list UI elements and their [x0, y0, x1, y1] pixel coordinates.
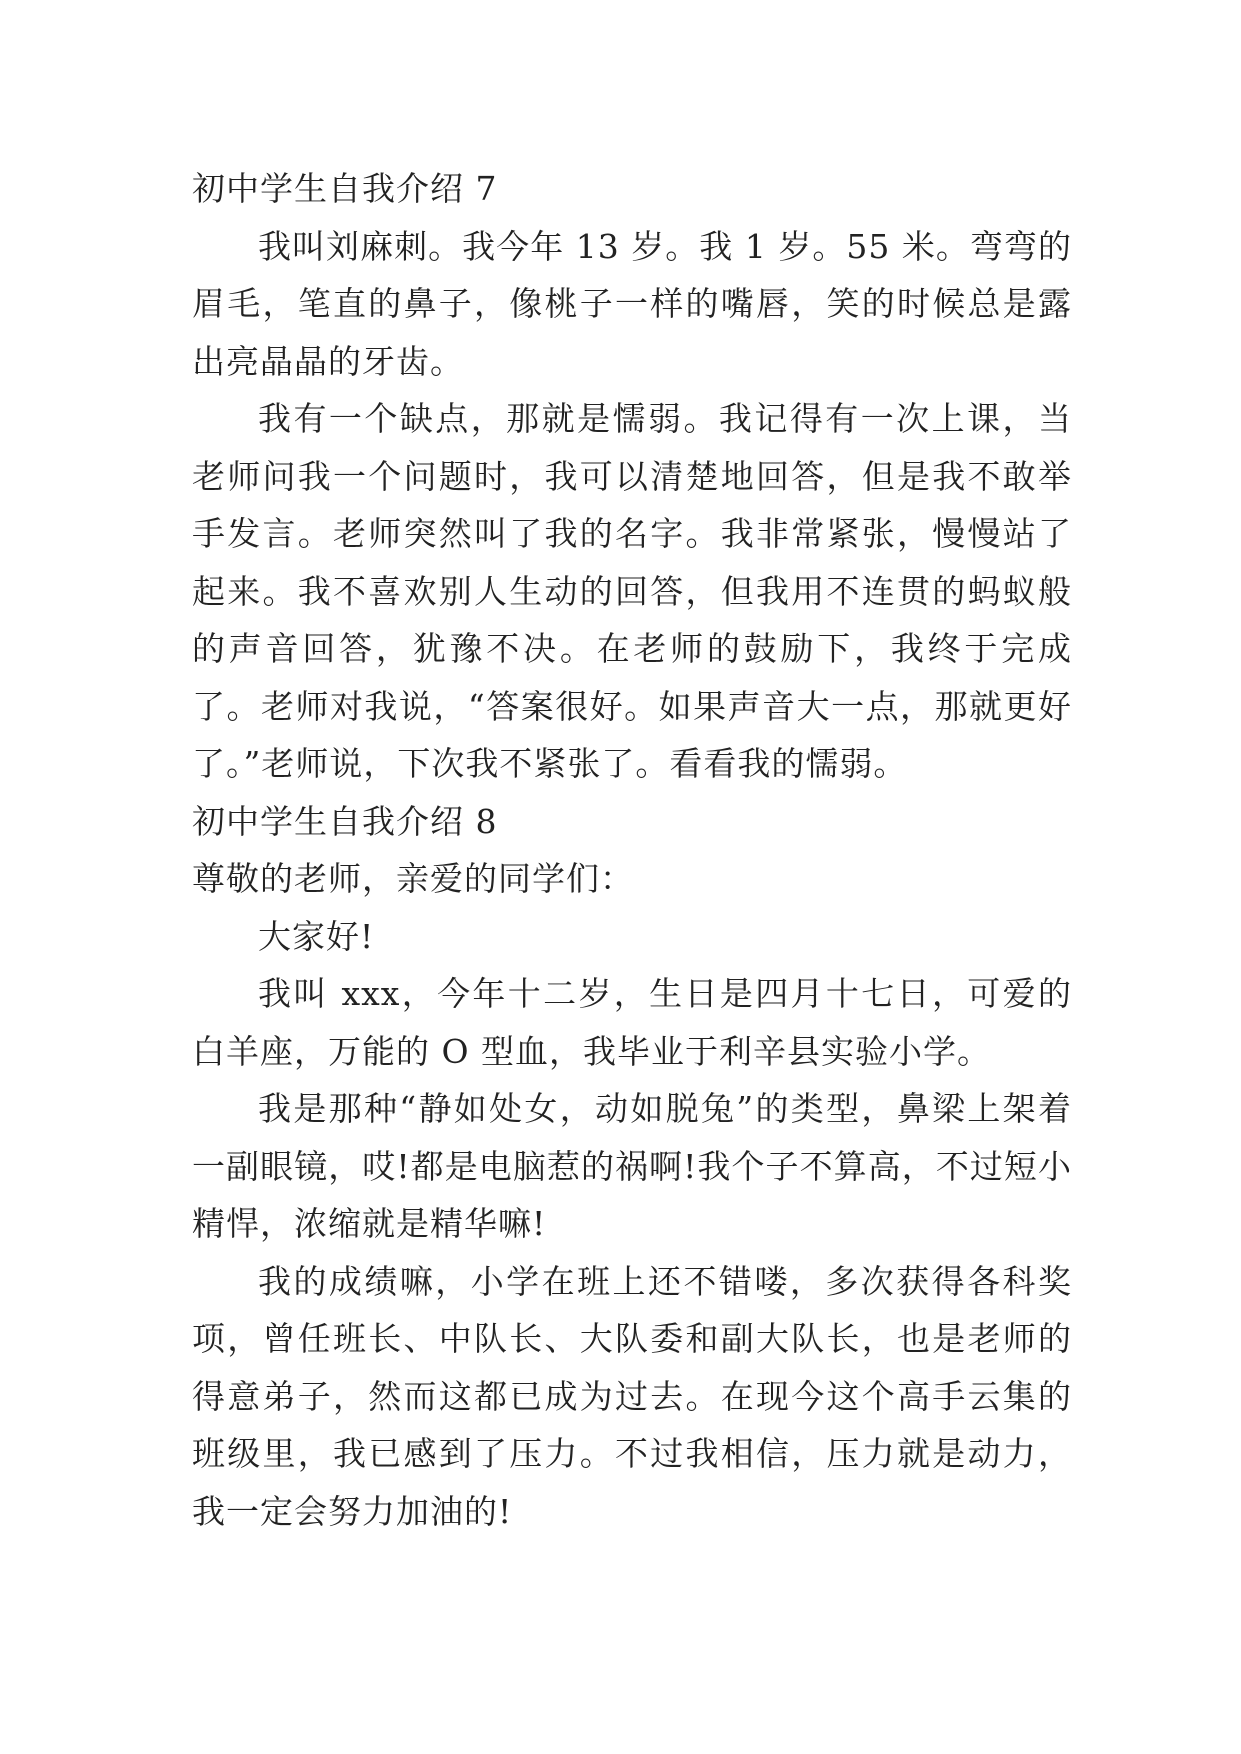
paragraph: 大家好! [258, 916, 375, 956]
section-title-7: 初中学生自我介绍 7 [192, 169, 498, 208]
section-title-8: 初中学生自我介绍 8 [192, 801, 498, 841]
greeting-line: 尊敬的老师，亲爱的同学们： [192, 859, 634, 898]
paragraph: 我叫 xxx，今年十二岁，生日是四月十七日，可爱的白羊座，万能的 O 型血，我毕业于利辛县实验小学。 [192, 974, 1072, 1071]
document-body [192, 160, 1072, 1540]
paragraph: 我是那种“静如处女，动如脱兔”的类型，鼻梁上架着一副眼镜，哎!都是电脑惹的祸啊!我个子不算高，不过短小精悍，浓缩就是精华嘛! [192, 1089, 1072, 1243]
paragraph: 我的成绩嘛，小学在班上还不错喽，多次获得各科奖项，曾任班长、中队长、大队委和副大队长，也是老师的得意弟子，然而这都已成为过去。在现今这个高手云集的班级里，我已感到了压力。不过我相信，压力就是动力，我一定会努力加油的! [192, 1261, 1072, 1531]
paragraph: 我叫刘麻刺。我今年 13 岁。我 1 岁。55 米。弯弯的眉毛，笔直的鼻子，像桃子一样的嘴唇，笑的时候总是露出亮晶晶的牙齿。 [192, 226, 1072, 381]
paragraph: 我有一个缺点，那就是懦弱。我记得有一次上课，当老师问我一个问题时，我可以清楚地回答，但是我不敢举手发言。老师突然叫了我的名字。我非常紧张，慢慢站了起来。我不喜欢别人生动的回答，但我用不连贯的蚂蚁般的声音回答，犹豫不决。在老师的鼓励下，我终于完成了。老师对我说，“答案很好。如果声音大一点，那就更好了。”老师说，下次我不紧张了。看看我的懦弱。 [192, 399, 1072, 783]
